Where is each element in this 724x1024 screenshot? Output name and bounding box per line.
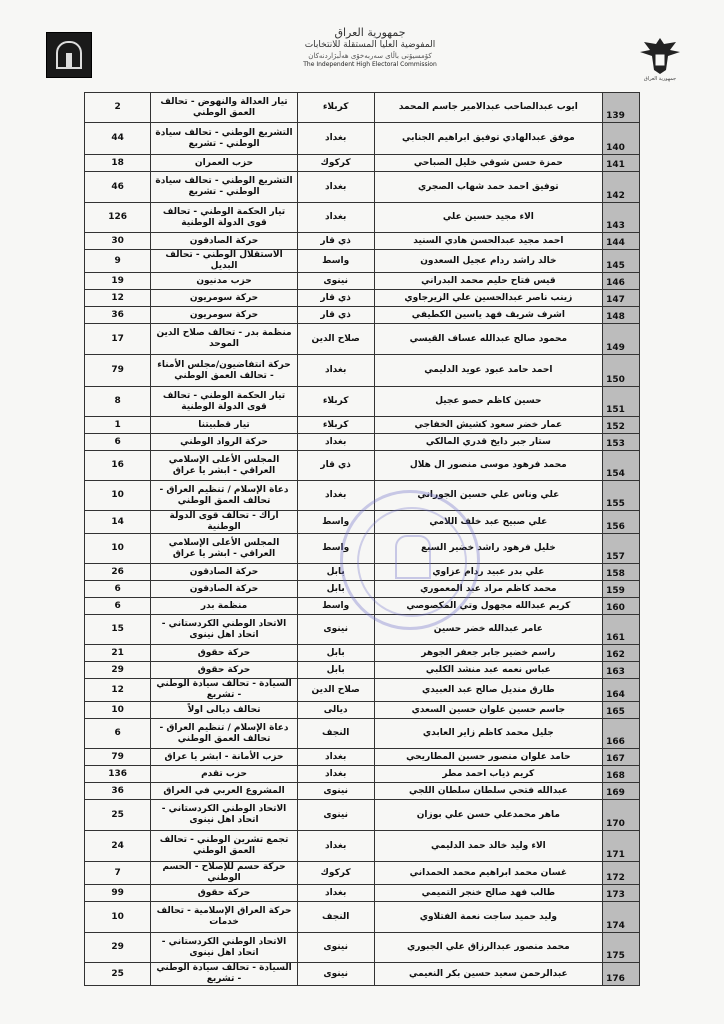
- party-cell: الاتحاد الوطني الكردستاني - اتحاد اهل نينوى: [151, 933, 297, 963]
- vote-count-cell: 6: [85, 719, 151, 749]
- province-cell: ديالى: [297, 702, 374, 719]
- candidate-name-cell: جليل محمد كاظم زاير العابدي: [374, 719, 603, 749]
- header-title-commission: المفوضية العليا المستقلة للانتخابات: [304, 40, 436, 50]
- candidate-name-cell: محمد فرهود موسى منصور ال هلال: [374, 451, 603, 481]
- candidate-name-cell: موفق عبدالهادي توفيق ابراهيم الجنابي: [374, 123, 603, 155]
- candidate-name-cell: حمزة حسن شوقي خليل الصباحي: [374, 155, 603, 172]
- vote-count-cell: 25: [85, 963, 151, 986]
- province-cell: بغداد: [297, 434, 374, 451]
- party-cell: المجلس الأعلى الإسلامي العراقي - ابشر يا عراق: [151, 534, 297, 564]
- row-number-cell: 140: [603, 123, 640, 155]
- party-cell: التشريع الوطني - تحالف سيادة الوطني - تشريع: [151, 123, 297, 155]
- party-cell: منظمة بدر - تحالف صلاح الدين الموحد: [151, 324, 297, 355]
- table-row: [85, 203, 640, 233]
- candidate-name-cell: الاء وليد خالد حمد الدليمي: [374, 831, 603, 862]
- header-title-country: جمهورية العراق: [334, 26, 406, 39]
- candidate-name-cell: راسم خضير جابر جعفر الجوهر: [374, 645, 603, 662]
- party-cell: التشريع الوطني - تحالف سيادة الوطني - تشريع: [151, 172, 297, 203]
- table-row: [85, 481, 640, 511]
- candidate-name-cell: عامر عبدالله خضر حسين: [374, 615, 603, 645]
- vote-count-cell: 2: [85, 93, 151, 123]
- candidate-name-cell: كريم ذياب احمد مطر: [374, 766, 603, 783]
- vote-count-cell: 30: [85, 233, 151, 250]
- header-title-english: The Independent High Electoral Commission: [303, 61, 437, 68]
- province-cell: نينوى: [297, 273, 374, 290]
- table-row: [85, 387, 640, 417]
- party-cell: منظمة بدر: [151, 598, 297, 615]
- page-header: [0, 0, 724, 100]
- candidate-name-cell: عباس نعمه عبد منشد الكلبي: [374, 662, 603, 679]
- table-row: [85, 564, 640, 581]
- table-row: [85, 511, 640, 534]
- candidate-name-cell: كريم عبدالله مجهول وتي المكصوصي: [374, 598, 603, 615]
- party-cell: الاتحاد الوطني الكردستاني - اتحاد اهل نينوى: [151, 800, 297, 831]
- table-row: [85, 749, 640, 766]
- vote-count-cell: 18: [85, 155, 151, 172]
- candidate-name-cell: قيس فتاح حليم محمد البدراني: [374, 273, 603, 290]
- vote-count-cell: 25: [85, 800, 151, 831]
- party-cell: حركة العراق الإسلامية - تحالف خدمات: [151, 902, 297, 933]
- province-cell: نينوى: [297, 783, 374, 800]
- party-cell: حركة سومريون: [151, 307, 297, 324]
- row-number-cell: 172: [603, 862, 640, 885]
- province-cell: كربلاء: [297, 417, 374, 434]
- candidate-name-cell: حامد علوان منصور حسين المطاريحي: [374, 749, 603, 766]
- table-row: [85, 766, 640, 783]
- row-number-cell: 157: [603, 534, 640, 564]
- table-row: [85, 155, 640, 172]
- province-cell: ذي قار: [297, 307, 374, 324]
- table-row: [85, 662, 640, 679]
- row-number-cell: 154: [603, 451, 640, 481]
- row-number-cell: 146: [603, 273, 640, 290]
- vote-count-cell: 17: [85, 324, 151, 355]
- vote-count-cell: 12: [85, 290, 151, 307]
- province-cell: نينوى: [297, 800, 374, 831]
- row-number-cell: 142: [603, 172, 640, 203]
- table-row: [85, 679, 640, 702]
- vote-count-cell: 7: [85, 862, 151, 885]
- province-cell: بغداد: [297, 766, 374, 783]
- province-cell: بغداد: [297, 123, 374, 155]
- row-number-cell: 149: [603, 324, 640, 355]
- party-cell: حركة حقوق: [151, 662, 297, 679]
- candidate-name-cell: جاسم حسين علوان حسين السعدي: [374, 702, 603, 719]
- party-cell: حزب العمران: [151, 155, 297, 172]
- vote-count-cell: 36: [85, 783, 151, 800]
- vote-count-cell: 19: [85, 273, 151, 290]
- party-cell: حركة حسم للإصلاح - الحسم الوطني: [151, 862, 297, 885]
- table-row: [85, 933, 640, 963]
- party-cell: حركة الرواد الوطني: [151, 434, 297, 451]
- table-row: [85, 862, 640, 885]
- province-cell: واسط: [297, 511, 374, 534]
- province-cell: بغداد: [297, 172, 374, 203]
- vote-count-cell: 36: [85, 307, 151, 324]
- vote-count-cell: 79: [85, 749, 151, 766]
- province-cell: نينوى: [297, 615, 374, 645]
- table-row: [85, 417, 640, 434]
- row-number-cell: 150: [603, 355, 640, 387]
- emblem-caption: جمهورية العراق: [643, 76, 677, 82]
- row-number-cell: 147: [603, 290, 640, 307]
- candidate-name-cell: خليل فرهود راشد خضير السبع: [374, 534, 603, 564]
- province-cell: بغداد: [297, 749, 374, 766]
- row-number-cell: 148: [603, 307, 640, 324]
- candidate-name-cell: علي بدر عبيد ردام عزاوي: [374, 564, 603, 581]
- table-row: [85, 290, 640, 307]
- candidate-name-cell: عبدالله فتحي سلطان سلطان اللجي: [374, 783, 603, 800]
- row-number-cell: 165: [603, 702, 640, 719]
- candidate-name-cell: عمار خضر سعود كشيش الخفاجي: [374, 417, 603, 434]
- table-row: [85, 451, 640, 481]
- party-cell: حركة سومريون: [151, 290, 297, 307]
- candidate-name-cell: محمد كاظم مراد عبد المعموري: [374, 581, 603, 598]
- candidate-name-cell: احمد مجيد عبدالحسن هادي السنيد: [374, 233, 603, 250]
- row-number-cell: 171: [603, 831, 640, 862]
- iraq-eagle-emblem-icon: [636, 34, 684, 76]
- row-number-cell: 176: [603, 963, 640, 986]
- province-cell: نينوى: [297, 963, 374, 986]
- row-number-cell: 158: [603, 564, 640, 581]
- header-title-kurdish: کۆمسیۆنی باڵای سەربەخۆی هەڵبژاردنەکان: [308, 52, 432, 60]
- party-cell: دعاة الإسلام / تنظيم العراق - تحالف العمق الوطني: [151, 719, 297, 749]
- province-cell: واسط: [297, 534, 374, 564]
- row-number-cell: 141: [603, 155, 640, 172]
- table-row: [85, 719, 640, 749]
- province-cell: بغداد: [297, 355, 374, 387]
- party-cell: حركة انتفاضيون/مجلس الأمناء - تحالف العمق الوطني: [151, 355, 297, 387]
- table-row: [85, 355, 640, 387]
- party-cell: السيادة - تحالف سيادة الوطني - تشريع: [151, 963, 297, 986]
- province-cell: بابل: [297, 564, 374, 581]
- candidate-name-cell: ايوب عبدالصاحب عبدالامير جاسم المحمد: [374, 93, 603, 123]
- vote-count-cell: 24: [85, 831, 151, 862]
- table-row: [85, 93, 640, 123]
- candidate-name-cell: طارق منديل صالح عبد العبيدي: [374, 679, 603, 702]
- party-cell: تجمع تشرين الوطني - تحالف العمق الوطني: [151, 831, 297, 862]
- candidate-name-cell: محمد منصور عبدالرزاق علي الجبوري: [374, 933, 603, 963]
- province-cell: بابل: [297, 662, 374, 679]
- row-number-cell: 175: [603, 933, 640, 963]
- vote-count-cell: 21: [85, 645, 151, 662]
- province-cell: واسط: [297, 598, 374, 615]
- row-number-cell: 144: [603, 233, 640, 250]
- vote-count-cell: 12: [85, 679, 151, 702]
- party-cell: تيار قطبيتنا: [151, 417, 297, 434]
- vote-count-cell: 6: [85, 434, 151, 451]
- row-number-cell: 168: [603, 766, 640, 783]
- row-number-cell: 151: [603, 387, 640, 417]
- province-cell: بغداد: [297, 885, 374, 902]
- vote-count-cell: 26: [85, 564, 151, 581]
- party-cell: حزب مدنيون: [151, 273, 297, 290]
- party-cell: اراك - تحالف قوى الدولة الوطنية: [151, 511, 297, 534]
- table-row: [85, 800, 640, 831]
- table-row: [85, 534, 640, 564]
- vote-count-cell: 6: [85, 581, 151, 598]
- province-cell: بغداد: [297, 203, 374, 233]
- table-row: [85, 645, 640, 662]
- candidate-name-cell: علي وناس علي حسين الجوراني: [374, 481, 603, 511]
- row-number-cell: 139: [603, 93, 640, 123]
- candidate-name-cell: محمود صالح عبدالله عساف القيسي: [374, 324, 603, 355]
- vote-count-cell: 8: [85, 387, 151, 417]
- vote-count-cell: 99: [85, 885, 151, 902]
- candidate-name-cell: وليد حميد ساجت نعمة الفتلاوي: [374, 902, 603, 933]
- candidate-name-cell: طالب فهد صالح خنجر التميمي: [374, 885, 603, 902]
- vote-count-cell: 14: [85, 511, 151, 534]
- party-cell: حركة حقوق: [151, 645, 297, 662]
- vote-count-cell: 44: [85, 123, 151, 155]
- province-cell: ذي قار: [297, 233, 374, 250]
- province-cell: كربلاء: [297, 387, 374, 417]
- row-number-cell: 167: [603, 749, 640, 766]
- province-cell: النجف: [297, 719, 374, 749]
- province-cell: كربلاء: [297, 93, 374, 123]
- table-row: [85, 581, 640, 598]
- vote-count-cell: 79: [85, 355, 151, 387]
- vote-count-cell: 1: [85, 417, 151, 434]
- vote-count-cell: 126: [85, 203, 151, 233]
- party-cell: حركة الصادقون: [151, 581, 297, 598]
- row-number-cell: 169: [603, 783, 640, 800]
- province-cell: ذي قار: [297, 290, 374, 307]
- table-row: [85, 324, 640, 355]
- vote-count-cell: 10: [85, 534, 151, 564]
- province-cell: كركوك: [297, 862, 374, 885]
- province-cell: صلاح الدين: [297, 679, 374, 702]
- candidate-name-cell: عبدالرحمن سعيد حسين بكر النعيمي: [374, 963, 603, 986]
- row-number-cell: 159: [603, 581, 640, 598]
- province-cell: نينوى: [297, 933, 374, 963]
- candidate-name-cell: اشرف شريف فهد ياسين الكطيفي: [374, 307, 603, 324]
- table-row: [85, 233, 640, 250]
- table-row: [85, 273, 640, 290]
- vote-count-cell: 29: [85, 662, 151, 679]
- party-cell: دعاة الإسلام / تنظيم العراق - تحالف العمق الوطني: [151, 481, 297, 511]
- province-cell: كركوك: [297, 155, 374, 172]
- party-cell: الاستقلال الوطني - تحالف البديل: [151, 250, 297, 273]
- table-row: [85, 434, 640, 451]
- candidate-name-cell: زينب ناصر عبدالحسين علي الزيرجاوي: [374, 290, 603, 307]
- row-number-cell: 174: [603, 902, 640, 933]
- ihec-logo: [46, 32, 92, 78]
- table-row: [85, 902, 640, 933]
- party-cell: المشروع العربي في العراق: [151, 783, 297, 800]
- candidate-name-cell: حسين كاظم حصو عجيل: [374, 387, 603, 417]
- row-number-cell: 162: [603, 645, 640, 662]
- table-row: [85, 307, 640, 324]
- row-number-cell: 173: [603, 885, 640, 902]
- vote-count-cell: 16: [85, 451, 151, 481]
- table-row: [85, 172, 640, 203]
- party-cell: تحالف ديالى اولاً: [151, 702, 297, 719]
- vote-count-cell: 10: [85, 702, 151, 719]
- candidate-name-cell: علي صبيح عبد خلف اللامي: [374, 511, 603, 534]
- row-number-cell: 152: [603, 417, 640, 434]
- table-row: [85, 783, 640, 800]
- party-cell: حركة حقوق: [151, 885, 297, 902]
- row-number-cell: 164: [603, 679, 640, 702]
- party-cell: حركة الصادقون: [151, 564, 297, 581]
- vote-count-cell: 6: [85, 598, 151, 615]
- party-cell: الاتحاد الوطني الكردستاني - اتحاد اهل نينوى: [151, 615, 297, 645]
- party-cell: حركة الصادقون: [151, 233, 297, 250]
- candidate-name-cell: الاء مجيد حسين علي: [374, 203, 603, 233]
- candidate-name-cell: ستار جبر دايخ قدري المالكي: [374, 434, 603, 451]
- province-cell: بابل: [297, 645, 374, 662]
- province-cell: بابل: [297, 581, 374, 598]
- table-row: [85, 885, 640, 902]
- vote-count-cell: 10: [85, 902, 151, 933]
- row-number-cell: 163: [603, 662, 640, 679]
- table-row: [85, 831, 640, 862]
- vote-count-cell: 9: [85, 250, 151, 273]
- row-number-cell: 166: [603, 719, 640, 749]
- table-row: [85, 598, 640, 615]
- table-row: [85, 702, 640, 719]
- party-cell: تيار الحكمة الوطني - تحالف قوى الدولة الوطنية: [151, 203, 297, 233]
- vote-count-cell: 46: [85, 172, 151, 203]
- row-number-cell: 145: [603, 250, 640, 273]
- row-number-cell: 161: [603, 615, 640, 645]
- province-cell: ذي قار: [297, 451, 374, 481]
- province-cell: واسط: [297, 250, 374, 273]
- vote-count-cell: 10: [85, 481, 151, 511]
- table-row: [85, 123, 640, 155]
- party-cell: تيار الحكمة الوطني - تحالف قوى الدولة الوطنية: [151, 387, 297, 417]
- row-number-cell: 170: [603, 800, 640, 831]
- candidate-name-cell: توفيق احمد حمد شهاب الصجري: [374, 172, 603, 203]
- row-number-cell: 155: [603, 481, 640, 511]
- table-row: [85, 963, 640, 986]
- vote-count-cell: 136: [85, 766, 151, 783]
- candidate-name-cell: غسان محمد ابراهيم محمد الحمداني: [374, 862, 603, 885]
- party-cell: حزب الأمانة - ابشر يا عراق: [151, 749, 297, 766]
- candidates-table: [84, 92, 640, 986]
- candidate-name-cell: احمد حامد عبود عويد الدليمي: [374, 355, 603, 387]
- province-cell: صلاح الدين: [297, 324, 374, 355]
- row-number-cell: 156: [603, 511, 640, 534]
- row-number-cell: 143: [603, 203, 640, 233]
- province-cell: بغداد: [297, 831, 374, 862]
- vote-count-cell: 15: [85, 615, 151, 645]
- candidate-name-cell: ماهر محمدعلي حسن علي بوزان: [374, 800, 603, 831]
- party-cell: تيار العدالة والنهوض - تحالف العمق الوطني: [151, 93, 297, 123]
- candidate-name-cell: خالد راشد ردام عجيل السعدون: [374, 250, 603, 273]
- party-cell: السيادة - تحالف سيادة الوطني - تشريع: [151, 679, 297, 702]
- party-cell: حزب تقدم: [151, 766, 297, 783]
- table-row: [85, 250, 640, 273]
- province-cell: النجف: [297, 902, 374, 933]
- province-cell: بغداد: [297, 481, 374, 511]
- row-number-cell: 153: [603, 434, 640, 451]
- table-row: [85, 615, 640, 645]
- vote-count-cell: 29: [85, 933, 151, 963]
- row-number-cell: 160: [603, 598, 640, 615]
- party-cell: المجلس الأعلى الإسلامي العراقي - ابشر يا عراق: [151, 451, 297, 481]
- header-title-block: [270, 26, 470, 69]
